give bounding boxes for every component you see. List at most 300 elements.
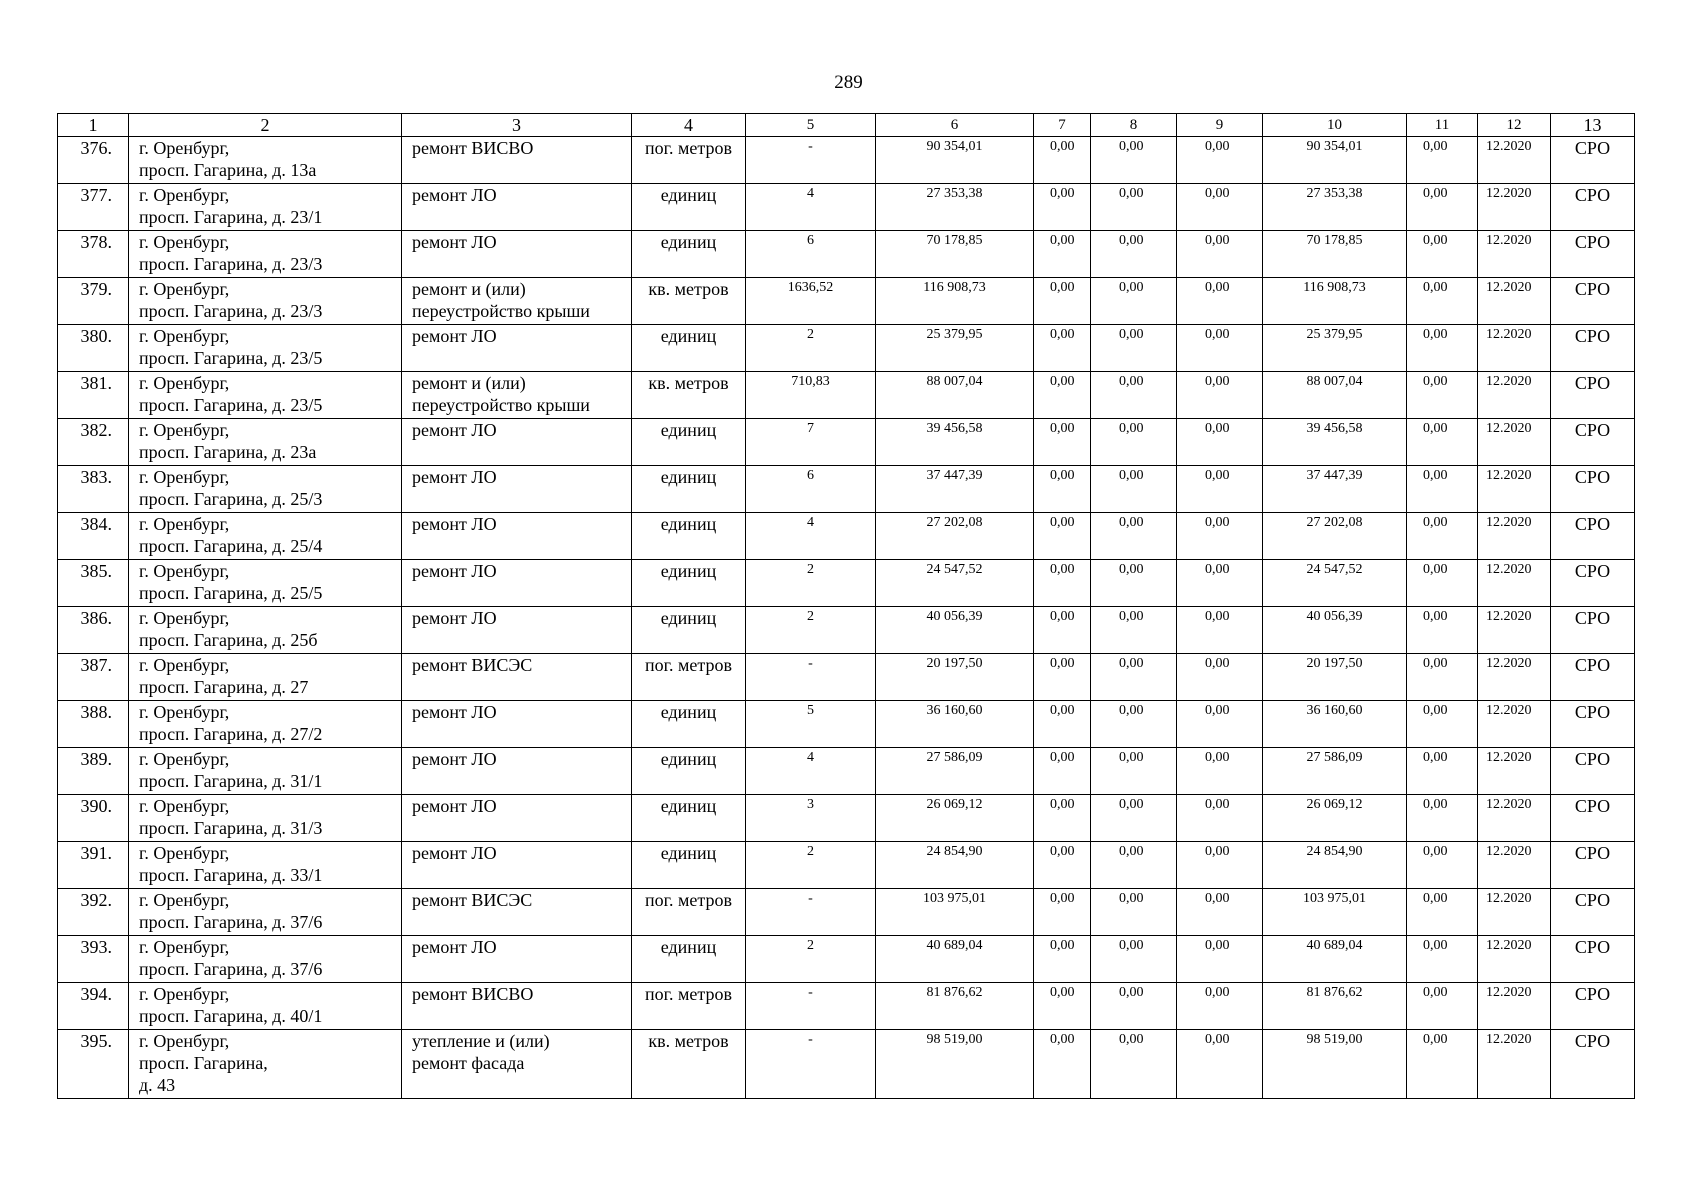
work-type-line-1: ремонт ЛО xyxy=(412,467,497,487)
col8-cell: 0,00 xyxy=(1091,748,1177,795)
address-line-1: г. Оренбург, xyxy=(139,655,230,675)
quantity-cell: 2 xyxy=(746,325,876,372)
col8-cell: 0,00 xyxy=(1091,419,1177,466)
address-line-2: просп. Гагарина, д. 23а xyxy=(139,442,317,462)
row-number: 395. xyxy=(58,1030,129,1099)
col11-cell: 0,00 xyxy=(1407,137,1478,184)
col10-cost-cell: 88 007,04 xyxy=(1263,372,1407,419)
col7-cell: 0,00 xyxy=(1034,325,1091,372)
address-line-1: г. Оренбург, xyxy=(139,702,230,722)
row-number: 390. xyxy=(58,795,129,842)
total-cost-cell: 70 178,85 xyxy=(876,231,1034,278)
col10-cost-cell: 37 447,39 xyxy=(1263,466,1407,513)
col11-cell: 0,00 xyxy=(1407,607,1478,654)
address-line-2: просп. Гагарина, д. 25б xyxy=(139,630,318,650)
col11-cell: 0,00 xyxy=(1407,701,1478,748)
organization-cell: СРО xyxy=(1551,795,1635,842)
address-cell xyxy=(129,184,402,231)
address-line-1: г. Оренбург, xyxy=(139,843,230,863)
address-cell xyxy=(129,748,402,795)
address-cell xyxy=(129,560,402,607)
address-cell xyxy=(129,936,402,983)
quantity-cell: - xyxy=(746,983,876,1030)
organization-cell: СРО xyxy=(1551,889,1635,936)
row-number: 381. xyxy=(58,372,129,419)
table-row xyxy=(58,842,1635,889)
col11-cell: 0,00 xyxy=(1407,419,1478,466)
col8-cell: 0,00 xyxy=(1091,983,1177,1030)
organization-cell: СРО xyxy=(1551,184,1635,231)
quantity-cell: 1636,52 xyxy=(746,278,876,325)
col7-cell: 0,00 xyxy=(1034,983,1091,1030)
table-row xyxy=(58,419,1635,466)
address-cell xyxy=(129,419,402,466)
table-row xyxy=(58,137,1635,184)
address-line-2: просп. Гагарина, д. 23/5 xyxy=(139,395,323,415)
work-type-cell xyxy=(402,936,632,983)
header-cell: 1 xyxy=(58,114,129,137)
col7-cell: 0,00 xyxy=(1034,842,1091,889)
quantity-cell: 7 xyxy=(746,419,876,466)
work-type-line-1: ремонт ВИСЭС xyxy=(412,655,533,675)
col11-cell: 0,00 xyxy=(1407,748,1478,795)
quantity-cell: 4 xyxy=(746,513,876,560)
address-line-1: г. Оренбург, xyxy=(139,185,230,205)
col11-cell: 0,00 xyxy=(1407,231,1478,278)
address-line-1: г. Оренбург, xyxy=(139,467,230,487)
col10-cost-cell: 81 876,62 xyxy=(1263,983,1407,1030)
header-cell: 12 xyxy=(1478,114,1551,137)
row-number: 384. xyxy=(58,513,129,560)
work-type-cell xyxy=(402,748,632,795)
table-row xyxy=(58,466,1635,513)
col7-cell: 0,00 xyxy=(1034,1030,1091,1099)
row-number: 394. xyxy=(58,983,129,1030)
work-type-line-1: ремонт ЛО xyxy=(412,420,497,440)
date-cell: 12.2020 xyxy=(1478,513,1551,560)
work-type-cell xyxy=(402,607,632,654)
col7-cell: 0,00 xyxy=(1034,184,1091,231)
unit-cell: единиц xyxy=(632,795,746,842)
work-type-cell xyxy=(402,513,632,560)
row-number: 388. xyxy=(58,701,129,748)
work-type-line-1: ремонт ЛО xyxy=(412,608,497,628)
quantity-cell: - xyxy=(746,137,876,184)
col11-cell: 0,00 xyxy=(1407,372,1478,419)
table-row xyxy=(58,607,1635,654)
header-cell: 7 xyxy=(1034,114,1091,137)
col10-cost-cell: 116 908,73 xyxy=(1263,278,1407,325)
col8-cell: 0,00 xyxy=(1091,889,1177,936)
unit-cell: кв. метров xyxy=(632,278,746,325)
work-type-cell xyxy=(402,231,632,278)
table-row xyxy=(58,654,1635,701)
quantity-cell: - xyxy=(746,1030,876,1099)
col11-cell: 0,00 xyxy=(1407,936,1478,983)
unit-cell: единиц xyxy=(632,936,746,983)
work-type-cell xyxy=(402,372,632,419)
total-cost-cell: 81 876,62 xyxy=(876,983,1034,1030)
total-cost-cell: 103 975,01 xyxy=(876,889,1034,936)
date-cell: 12.2020 xyxy=(1478,842,1551,889)
work-type-line-1: ремонт ВИСВО xyxy=(412,984,534,1004)
col9-cell: 0,00 xyxy=(1177,889,1263,936)
row-number: 380. xyxy=(58,325,129,372)
unit-cell: единиц xyxy=(632,231,746,278)
organization-cell: СРО xyxy=(1551,278,1635,325)
address-line-2: просп. Гагарина, д. 23/3 xyxy=(139,301,323,321)
total-cost-cell: 40 056,39 xyxy=(876,607,1034,654)
address-line-1: г. Оренбург, xyxy=(139,138,230,158)
row-number: 391. xyxy=(58,842,129,889)
address-line-2: просп. Гагарина, д. 23/1 xyxy=(139,207,323,227)
quantity-cell: - xyxy=(746,654,876,701)
organization-cell: СРО xyxy=(1551,748,1635,795)
work-type-cell xyxy=(402,466,632,513)
header-cell: 10 xyxy=(1263,114,1407,137)
unit-cell: единиц xyxy=(632,748,746,795)
table-row xyxy=(58,184,1635,231)
total-cost-cell: 27 202,08 xyxy=(876,513,1034,560)
col8-cell: 0,00 xyxy=(1091,795,1177,842)
col9-cell: 0,00 xyxy=(1177,560,1263,607)
page-number: 289 xyxy=(834,72,863,93)
date-cell: 12.2020 xyxy=(1478,983,1551,1030)
col11-cell: 0,00 xyxy=(1407,795,1478,842)
total-cost-cell: 24 854,90 xyxy=(876,842,1034,889)
work-type-line-1: утепление и (или) xyxy=(412,1031,550,1051)
table-row xyxy=(58,513,1635,560)
col11-cell: 0,00 xyxy=(1407,560,1478,607)
work-type-cell xyxy=(402,325,632,372)
col9-cell: 0,00 xyxy=(1177,701,1263,748)
organization-cell: СРО xyxy=(1551,466,1635,513)
total-cost-cell: 24 547,52 xyxy=(876,560,1034,607)
address-line-1: г. Оренбург, xyxy=(139,1031,230,1051)
unit-cell: единиц xyxy=(632,607,746,654)
col11-cell: 0,00 xyxy=(1407,654,1478,701)
work-type-cell xyxy=(402,1030,632,1099)
total-cost-cell: 20 197,50 xyxy=(876,654,1034,701)
col8-cell: 0,00 xyxy=(1091,278,1177,325)
work-type-cell xyxy=(402,278,632,325)
col9-cell: 0,00 xyxy=(1177,748,1263,795)
table-row xyxy=(58,231,1635,278)
header-cell: 3 xyxy=(402,114,632,137)
address-line-1: г. Оренбург, xyxy=(139,279,230,299)
date-cell: 12.2020 xyxy=(1478,560,1551,607)
address-line-1: г. Оренбург, xyxy=(139,373,230,393)
address-line-2: просп. Гагарина, д. 25/3 xyxy=(139,489,323,509)
col7-cell: 0,00 xyxy=(1034,513,1091,560)
date-cell: 12.2020 xyxy=(1478,372,1551,419)
header-cell: 2 xyxy=(129,114,402,137)
unit-cell: единиц xyxy=(632,560,746,607)
header-cell: 4 xyxy=(632,114,746,137)
date-cell: 12.2020 xyxy=(1478,889,1551,936)
total-cost-cell: 88 007,04 xyxy=(876,372,1034,419)
work-type-line-1: ремонт ЛО xyxy=(412,232,497,252)
col8-cell: 0,00 xyxy=(1091,1030,1177,1099)
address-line-2: просп. Гагарина, д. 31/1 xyxy=(139,771,323,791)
col7-cell: 0,00 xyxy=(1034,137,1091,184)
organization-cell: СРО xyxy=(1551,560,1635,607)
address-cell xyxy=(129,889,402,936)
work-type-line-1: ремонт ЛО xyxy=(412,514,497,534)
table-row xyxy=(58,1030,1635,1099)
quantity-cell: 2 xyxy=(746,936,876,983)
work-type-cell xyxy=(402,184,632,231)
col7-cell: 0,00 xyxy=(1034,701,1091,748)
col7-cell: 0,00 xyxy=(1034,231,1091,278)
organization-cell: СРО xyxy=(1551,372,1635,419)
work-type-line-1: ремонт ЛО xyxy=(412,937,497,957)
work-type-cell xyxy=(402,842,632,889)
col11-cell: 0,00 xyxy=(1407,842,1478,889)
col11-cell: 0,00 xyxy=(1407,1030,1478,1099)
address-line-2: просп. Гагарина, д. 13а xyxy=(139,160,317,180)
header-cell: 5 xyxy=(746,114,876,137)
work-type-line-1: ремонт и (или) xyxy=(412,373,526,393)
table-row xyxy=(58,795,1635,842)
organization-cell: СРО xyxy=(1551,419,1635,466)
total-cost-cell: 116 908,73 xyxy=(876,278,1034,325)
date-cell: 12.2020 xyxy=(1478,325,1551,372)
header-cell: 6 xyxy=(876,114,1034,137)
col11-cell: 0,00 xyxy=(1407,466,1478,513)
address-cell xyxy=(129,795,402,842)
total-cost-cell: 26 069,12 xyxy=(876,795,1034,842)
date-cell: 12.2020 xyxy=(1478,419,1551,466)
address-line-1: г. Оренбург, xyxy=(139,890,230,910)
organization-cell: СРО xyxy=(1551,513,1635,560)
date-cell: 12.2020 xyxy=(1478,795,1551,842)
unit-cell: единиц xyxy=(632,325,746,372)
table-row xyxy=(58,936,1635,983)
address-cell xyxy=(129,842,402,889)
date-cell: 12.2020 xyxy=(1478,184,1551,231)
work-type-cell xyxy=(402,701,632,748)
organization-cell: СРО xyxy=(1551,231,1635,278)
work-type-line-2: переустройство крыши xyxy=(412,395,590,415)
row-number: 385. xyxy=(58,560,129,607)
address-line-1: г. Оренбург, xyxy=(139,937,230,957)
unit-cell: кв. метров xyxy=(632,1030,746,1099)
work-type-line-1: ремонт ЛО xyxy=(412,796,497,816)
date-cell: 12.2020 xyxy=(1478,1030,1551,1099)
address-line-2: просп. Гагарина, д. 27 xyxy=(139,677,309,697)
row-number: 392. xyxy=(58,889,129,936)
address-cell xyxy=(129,325,402,372)
work-type-cell xyxy=(402,983,632,1030)
unit-cell: единиц xyxy=(632,513,746,560)
row-number: 376. xyxy=(58,137,129,184)
unit-cell: единиц xyxy=(632,701,746,748)
address-line-2: просп. Гагарина, д. 40/1 xyxy=(139,1006,323,1026)
unit-cell: единиц xyxy=(632,184,746,231)
col8-cell: 0,00 xyxy=(1091,842,1177,889)
work-type-line-1: ремонт ЛО xyxy=(412,702,497,722)
col9-cell: 0,00 xyxy=(1177,983,1263,1030)
address-line-1: г. Оренбург, xyxy=(139,608,230,628)
work-type-line-1: ремонт ЛО xyxy=(412,843,497,863)
work-type-line-1: ремонт ЛО xyxy=(412,749,497,769)
address-line-2: просп. Гагарина, д. 25/5 xyxy=(139,583,323,603)
col8-cell: 0,00 xyxy=(1091,654,1177,701)
col11-cell: 0,00 xyxy=(1407,889,1478,936)
organization-cell: СРО xyxy=(1551,1030,1635,1099)
col9-cell: 0,00 xyxy=(1177,607,1263,654)
col9-cell: 0,00 xyxy=(1177,936,1263,983)
col10-cost-cell: 39 456,58 xyxy=(1263,419,1407,466)
col10-cost-cell: 90 354,01 xyxy=(1263,137,1407,184)
col7-cell: 0,00 xyxy=(1034,466,1091,513)
total-cost-cell: 37 447,39 xyxy=(876,466,1034,513)
col8-cell: 0,00 xyxy=(1091,607,1177,654)
date-cell: 12.2020 xyxy=(1478,701,1551,748)
address-line-1: г. Оренбург, xyxy=(139,561,230,581)
col7-cell: 0,00 xyxy=(1034,560,1091,607)
col8-cell: 0,00 xyxy=(1091,325,1177,372)
date-cell: 12.2020 xyxy=(1478,607,1551,654)
col11-cell: 0,00 xyxy=(1407,278,1478,325)
col11-cell: 0,00 xyxy=(1407,325,1478,372)
table-row xyxy=(58,889,1635,936)
unit-cell: пог. метров xyxy=(632,654,746,701)
col9-cell: 0,00 xyxy=(1177,184,1263,231)
address-cell xyxy=(129,278,402,325)
quantity-cell: - xyxy=(746,889,876,936)
col9-cell: 0,00 xyxy=(1177,325,1263,372)
date-cell: 12.2020 xyxy=(1478,936,1551,983)
address-cell xyxy=(129,654,402,701)
col10-cost-cell: 25 379,95 xyxy=(1263,325,1407,372)
address-cell xyxy=(129,231,402,278)
organization-cell: СРО xyxy=(1551,654,1635,701)
address-cell xyxy=(129,607,402,654)
col9-cell: 0,00 xyxy=(1177,1030,1263,1099)
row-number: 393. xyxy=(58,936,129,983)
work-type-cell xyxy=(402,889,632,936)
address-line-2: просп. Гагарина, д. 37/6 xyxy=(139,912,323,932)
col9-cell: 0,00 xyxy=(1177,137,1263,184)
row-number: 382. xyxy=(58,419,129,466)
work-schedule-table xyxy=(57,113,1635,1099)
column-number-header xyxy=(58,114,1635,137)
col9-cell: 0,00 xyxy=(1177,795,1263,842)
total-cost-cell: 40 689,04 xyxy=(876,936,1034,983)
work-type-cell xyxy=(402,137,632,184)
address-line-1: г. Оренбург, xyxy=(139,749,230,769)
work-type-line-1: ремонт ЛО xyxy=(412,561,497,581)
col11-cell: 0,00 xyxy=(1407,513,1478,560)
col8-cell: 0,00 xyxy=(1091,560,1177,607)
address-cell xyxy=(129,701,402,748)
work-type-line-1: ремонт ВИСВО xyxy=(412,138,534,158)
organization-cell: СРО xyxy=(1551,842,1635,889)
address-line-2: просп. Гагарина, д. 31/3 xyxy=(139,818,323,838)
row-number: 389. xyxy=(58,748,129,795)
table-row xyxy=(58,983,1635,1030)
quantity-cell: 2 xyxy=(746,842,876,889)
address-line-1: г. Оренбург, xyxy=(139,514,230,534)
work-type-line-1: ремонт ЛО xyxy=(412,185,497,205)
col9-cell: 0,00 xyxy=(1177,372,1263,419)
col7-cell: 0,00 xyxy=(1034,607,1091,654)
address-line-1: г. Оренбург, xyxy=(139,984,230,1004)
organization-cell: СРО xyxy=(1551,607,1635,654)
address-line-2: просп. Гагарина, д. 27/2 xyxy=(139,724,323,744)
date-cell: 12.2020 xyxy=(1478,748,1551,795)
col9-cell: 0,00 xyxy=(1177,842,1263,889)
address-line-1: г. Оренбург, xyxy=(139,232,230,252)
table-row xyxy=(58,372,1635,419)
work-type-cell xyxy=(402,654,632,701)
organization-cell: СРО xyxy=(1551,325,1635,372)
organization-cell: СРО xyxy=(1551,137,1635,184)
address-cell xyxy=(129,466,402,513)
col7-cell: 0,00 xyxy=(1034,795,1091,842)
col8-cell: 0,00 xyxy=(1091,513,1177,560)
quantity-cell: 2 xyxy=(746,607,876,654)
col8-cell: 0,00 xyxy=(1091,701,1177,748)
address-cell xyxy=(129,983,402,1030)
col8-cell: 0,00 xyxy=(1091,231,1177,278)
col10-cost-cell: 70 178,85 xyxy=(1263,231,1407,278)
row-number: 379. xyxy=(58,278,129,325)
col8-cell: 0,00 xyxy=(1091,372,1177,419)
col10-cost-cell: 36 160,60 xyxy=(1263,701,1407,748)
work-type-cell xyxy=(402,560,632,607)
total-cost-cell: 25 379,95 xyxy=(876,325,1034,372)
col10-cost-cell: 40 056,39 xyxy=(1263,607,1407,654)
col10-cost-cell: 24 854,90 xyxy=(1263,842,1407,889)
total-cost-cell: 90 354,01 xyxy=(876,137,1034,184)
col9-cell: 0,00 xyxy=(1177,231,1263,278)
address-cell xyxy=(129,137,402,184)
col9-cell: 0,00 xyxy=(1177,466,1263,513)
col9-cell: 0,00 xyxy=(1177,654,1263,701)
date-cell: 12.2020 xyxy=(1478,654,1551,701)
quantity-cell: 2 xyxy=(746,560,876,607)
work-type-line-1: ремонт и (или) xyxy=(412,279,526,299)
table-row xyxy=(58,560,1635,607)
work-type-line-1: ремонт ВИСЭС xyxy=(412,890,533,910)
row-number: 387. xyxy=(58,654,129,701)
total-cost-cell: 39 456,58 xyxy=(876,419,1034,466)
organization-cell: СРО xyxy=(1551,983,1635,1030)
address-cell xyxy=(129,513,402,560)
quantity-cell: 710,83 xyxy=(746,372,876,419)
col9-cell: 0,00 xyxy=(1177,513,1263,560)
date-cell: 12.2020 xyxy=(1478,466,1551,513)
row-number: 383. xyxy=(58,466,129,513)
address-line-2: просп. Гагарина, д. 25/4 xyxy=(139,536,323,556)
quantity-cell: 6 xyxy=(746,231,876,278)
col7-cell: 0,00 xyxy=(1034,936,1091,983)
col10-cost-cell: 24 547,52 xyxy=(1263,560,1407,607)
quantity-cell: 5 xyxy=(746,701,876,748)
col7-cell: 0,00 xyxy=(1034,278,1091,325)
address-line-1: г. Оренбург, xyxy=(139,796,230,816)
col8-cell: 0,00 xyxy=(1091,137,1177,184)
col8-cell: 0,00 xyxy=(1091,936,1177,983)
col7-cell: 0,00 xyxy=(1034,419,1091,466)
col7-cell: 0,00 xyxy=(1034,889,1091,936)
organization-cell: СРО xyxy=(1551,701,1635,748)
col9-cell: 0,00 xyxy=(1177,419,1263,466)
work-type-line-1: ремонт ЛО xyxy=(412,326,497,346)
